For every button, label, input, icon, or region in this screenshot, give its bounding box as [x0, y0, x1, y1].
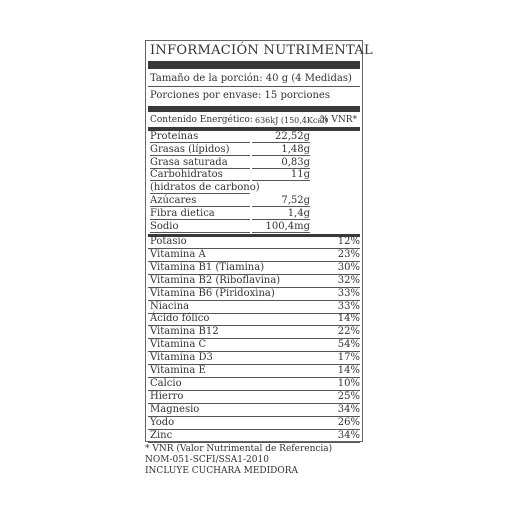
title-divider-bar: [148, 61, 360, 69]
energy-label: Contenido Energético:: [150, 115, 253, 125]
vitamin-label: Niacina: [150, 301, 190, 312]
nutrient-label: Carbohidratos: [150, 169, 250, 181]
vitamin-percent: 54%: [337, 339, 360, 350]
vitamin-label: Vitamina D3: [150, 352, 213, 363]
vitamin-label: Hierro: [150, 391, 184, 402]
nutrient-value: 1,4g: [252, 208, 310, 220]
vitamin-percent: 23%: [337, 249, 360, 260]
vitamin-label: Zinc: [150, 430, 173, 441]
nutrient-label: Sodio: [150, 221, 250, 233]
nutrient-label: Proteínas: [150, 131, 250, 143]
vitamin-percent: 33%: [337, 301, 360, 312]
vitamin-label: Vitamina B12: [150, 326, 219, 337]
vitamin-percent: 32%: [337, 275, 360, 286]
nutrient-label: Azúcares: [150, 195, 250, 207]
vitamin-label: Magnesio: [150, 404, 200, 415]
footer-vnr-note: * VNR (Valor Nutrimental de Referencia): [145, 444, 333, 454]
energy-value: 636kJ (150,4Kcal): [255, 116, 328, 125]
vitamin-percent: 30%: [337, 262, 360, 273]
vitamin-label: Vitamina B6 (Piridoxina): [150, 288, 275, 299]
nutrient-label: Fibra dietica: [150, 208, 250, 220]
nutrient-value: 100,4mg: [252, 221, 310, 233]
vitamin-percent: 10%: [337, 378, 360, 389]
vitamin-percent: 14%: [337, 313, 360, 324]
vitamin-percent: 14%: [337, 365, 360, 376]
vitamin-label: Vitamina C: [150, 339, 207, 350]
nutrient-value: 7,52g: [252, 195, 310, 207]
vitamin-label: Yodo: [150, 417, 175, 428]
vitamin-percent: 12%: [337, 236, 360, 247]
section-divider-bar: [148, 106, 360, 112]
vitamin-percent: 34%: [337, 430, 360, 441]
vitamin-percent: 17%: [337, 352, 360, 363]
vitamin-percent: 26%: [337, 417, 360, 428]
serving-size: Tamaño de la porción: 40 g (4 Medidas): [150, 73, 352, 84]
vitamin-label: Vitamina E: [150, 365, 206, 376]
footer-spoon-note: INCLUYE CUCHARA MEDIDORA: [145, 466, 299, 476]
nutrient-label-continued: (hidratos de carbono): [150, 182, 260, 193]
nutrient-value: 0,83g: [252, 157, 310, 169]
footer-norm: NOM-051-SCFI/SSA1-2010: [145, 455, 269, 465]
vitamin-percent: 33%: [337, 288, 360, 299]
vnr-header: % VNR*: [320, 115, 358, 125]
panel-title: INFORMACIÓN NUTRIMENTAL: [150, 43, 373, 58]
vitamin-label: Vitamina B2 (Riboflavina): [150, 275, 281, 286]
nutrient-label: Grasas (lípidos): [150, 144, 250, 156]
nutrient-value: 11g: [252, 169, 310, 181]
row-divider: [148, 442, 360, 443]
servings-per-container: Porciones por envase: 15 porciones: [150, 90, 330, 101]
footer-notes: [145, 444, 332, 477]
vitamin-percent: 34%: [337, 404, 360, 415]
divider: [148, 86, 360, 87]
vitamin-percent: 25%: [337, 391, 360, 402]
vitamin-label: Calcio: [150, 378, 182, 389]
nutrient-value: 1,48g: [252, 144, 310, 156]
vitamin-label: Ácido fólico: [150, 313, 210, 324]
vitamin-label: Vitamina A: [150, 249, 206, 260]
vitamin-percent: 22%: [337, 326, 360, 337]
nutrient-value: 22,52g: [252, 131, 310, 143]
vitamin-label: Vitamina B1 (Tiamina): [150, 262, 265, 273]
nutrient-label: Grasa saturada: [150, 157, 250, 169]
vitamin-label: Potasio: [150, 236, 187, 247]
